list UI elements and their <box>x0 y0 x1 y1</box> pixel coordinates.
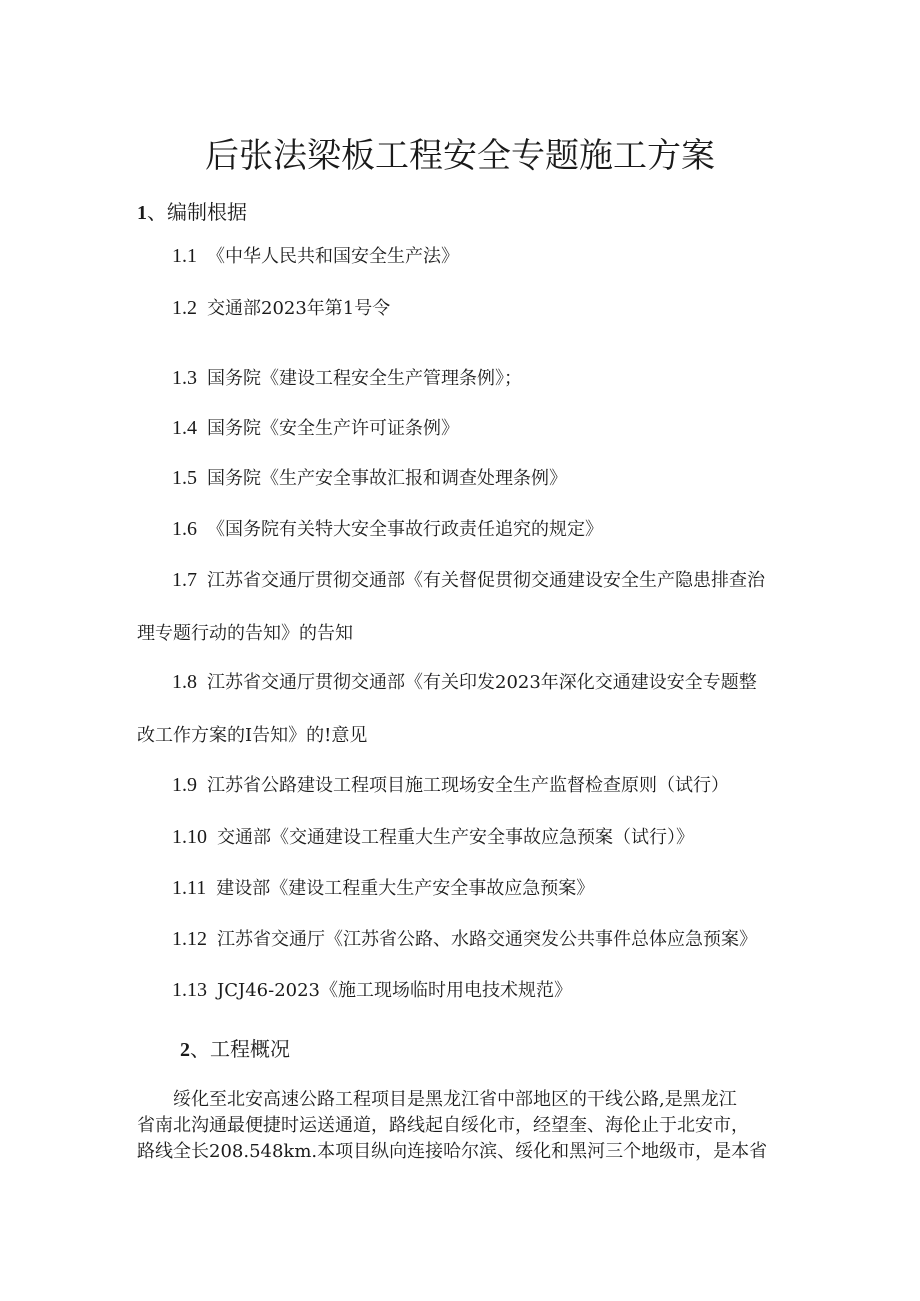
item-number: 1.8 <box>172 671 197 693</box>
list-item <box>172 294 390 320</box>
list-item <box>172 515 603 541</box>
list-item <box>172 874 594 900</box>
list-item <box>172 976 572 1002</box>
body-paragraph <box>137 1087 785 1165</box>
item-number: 1.7 <box>172 569 197 591</box>
item-number: 1.11 <box>172 877 207 899</box>
item-number: 1.1 <box>172 245 197 267</box>
item-number: 1.10 <box>172 826 207 848</box>
item-number: 1.4 <box>172 417 197 439</box>
item-text: 《国务院有关特大安全事故行政责任追究的规定》 <box>207 519 603 540</box>
section-number: 2 <box>180 1039 190 1061</box>
paragraph-line: 路线全长208.548km.本项目纵向连接哈尔滨、绥化和黑河三个地级市，是本省 <box>137 1141 768 1162</box>
list-item <box>172 771 729 797</box>
item-text: 江苏省交通厅贯彻交通部《有关督促贯彻交通建设安全生产隐患排查治 <box>207 570 765 591</box>
list-item <box>172 668 757 694</box>
item-text: 江苏省公路建设工程项目施工现场安全生产监督检查原则（试行） <box>207 775 729 796</box>
item-text: 国务院《建设工程安全生产管理条例》； <box>207 368 522 389</box>
item-text: 国务院《生产安全事故汇报和调查处理条例》 <box>207 468 567 489</box>
list-item <box>172 364 522 390</box>
list-item <box>172 823 694 849</box>
document-title: 后张法梁板工程安全专题施工方案 <box>205 136 715 176</box>
section-heading-2 <box>180 1033 290 1062</box>
paragraph-line: 省南北沟通最便捷时运送通道，路线起自绥化市，经望奎、海伦止于北安市， <box>137 1115 749 1136</box>
item-text: 建设部《建设工程重大生产安全事故应急预案》 <box>216 878 595 899</box>
item-number: 1.13 <box>172 979 207 1001</box>
item-number: 1.6 <box>172 518 197 540</box>
item-text: 交通部《交通建设工程重大生产安全事故应急预案（试行）》 <box>217 827 694 848</box>
list-item <box>172 242 459 268</box>
item-text: 《中华人民共和国安全生产法》 <box>207 246 459 267</box>
item-number: 1.9 <box>172 774 197 796</box>
item-text: JCJ46-2023《施工现场临时用电技术规范》 <box>217 980 572 1001</box>
paragraph-line: 绥化至北安高速公路工程项目是黑龙江省中部地区的干线公路,是黑龙江 <box>173 1089 737 1110</box>
item-number: 1.2 <box>172 297 197 319</box>
item-text: 江苏省交通厅贯彻交通部《有关印发2023年深化交通建设安全专题整 <box>207 672 757 693</box>
section-number: 1 <box>137 202 147 224</box>
section-label: 、工程概况 <box>190 1037 290 1061</box>
section-heading-1 <box>137 196 247 225</box>
list-item <box>172 414 459 440</box>
list-item-continuation: 理专题行动的告知》的告知 <box>137 623 353 644</box>
item-text: 国务院《安全生产许可证条例》 <box>207 418 459 439</box>
section-label: 、编制根据 <box>147 200 247 224</box>
list-item <box>172 566 765 592</box>
item-text: 江苏省交通厅《江苏省公路、水路交通突发公共事件总体应急预案》 <box>217 929 757 950</box>
item-number: 1.12 <box>172 928 207 950</box>
list-item-continuation: 改工作方案的I告知》的!意见 <box>137 725 368 746</box>
list-item <box>172 925 757 951</box>
item-text: 交通部2023年第1号令 <box>207 298 391 319</box>
item-number: 1.5 <box>172 467 197 489</box>
list-item <box>172 464 567 490</box>
item-number: 1.3 <box>172 367 197 389</box>
